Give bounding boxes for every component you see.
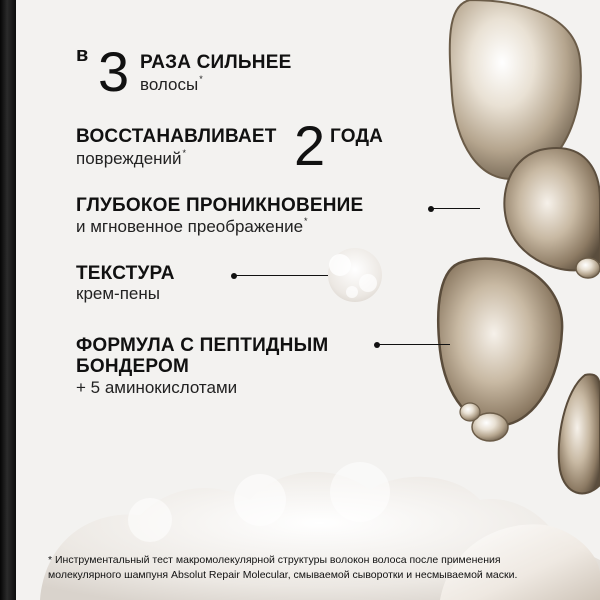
claim-repair-title: ВОССТАНАВЛИВАЕТ (76, 126, 277, 147)
claim-strength-subtitle-wrap (140, 74, 203, 95)
footnote-line-2: молекулярного шампуня Absolut Repair Molecular, смываемой сыворотки и несмываемой маски. (48, 569, 518, 581)
footnote-mark: * (199, 74, 203, 84)
claim-formula-subtitle: + 5 аминокислотами (76, 378, 238, 397)
footnote-mark: * (182, 148, 187, 158)
claim-penetration-subtitle-wrap (76, 216, 308, 237)
claim-penetration-subtitle: и мгновенное преображение (76, 217, 304, 236)
claim-strength-title: РАЗА СИЛЬНЕЕ (140, 52, 292, 73)
connector-dot-icon (374, 342, 380, 348)
connector-dot-icon (428, 206, 434, 212)
claim-repair-subtitle-wrap (76, 148, 186, 169)
connector-dot-icon (231, 273, 237, 279)
claim-strength-prefix: в (76, 44, 89, 66)
claim-texture-subtitle: крем-пены (76, 284, 160, 303)
footnote (48, 553, 568, 583)
connector-line (378, 344, 450, 345)
claim-repair-title-after: ГОДА (330, 126, 384, 147)
serum-small-droplet-icon (576, 258, 600, 278)
footnote-mark: * (304, 216, 308, 226)
claim-repair-subtitle: повреждений (76, 149, 182, 168)
footnote-line-1: * Инструментальный тест макромолекулярной структуры волокон волоса после применения (48, 554, 501, 566)
serum-droplet-center-icon (438, 259, 562, 426)
claim-texture-title: ТЕКСТУРА (76, 263, 175, 284)
connector-line (432, 208, 480, 209)
claim-strength-subtitle: волосы (140, 75, 199, 94)
serum-droplet-right-icon (504, 148, 600, 270)
connector-line (235, 275, 328, 276)
serum-droplet-lower-right-icon (559, 374, 600, 493)
serum-tiny-droplet-icon (460, 403, 480, 421)
claim-formula-title-line1: ФОРМУЛА С ПЕПТИДНЫМ (76, 335, 329, 356)
foam-blob-icon (328, 248, 382, 302)
claim-repair-number: 2 (294, 114, 326, 177)
claim-penetration-title: ГЛУБОКОЕ ПРОНИКНОВЕНИЕ (76, 195, 364, 216)
claim-formula-title-line2: БОНДЕРОМ (76, 356, 189, 377)
claim-strength-number: 3 (98, 40, 130, 103)
